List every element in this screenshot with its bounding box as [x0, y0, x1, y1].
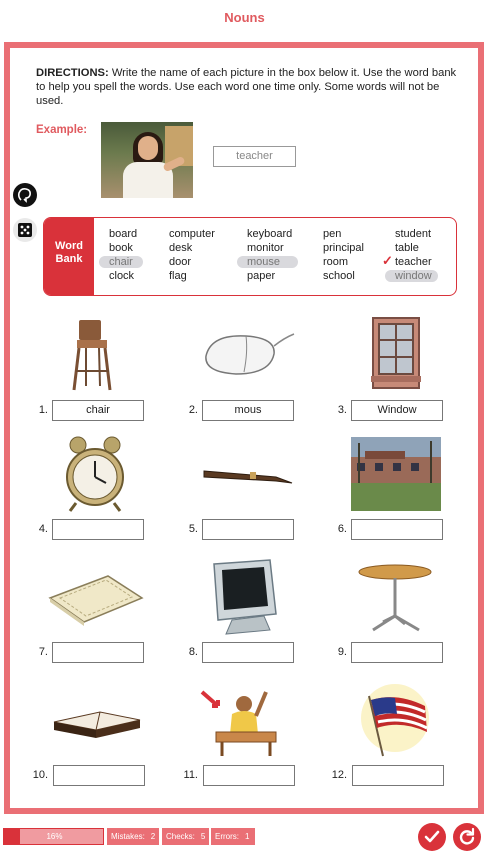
- word-bank-column: [323, 227, 364, 283]
- student-icon: [196, 682, 296, 760]
- item-number: 2.: [188, 404, 198, 416]
- answer-input-2[interactable]: mous: [202, 400, 294, 421]
- item-number: 3.: [337, 404, 347, 416]
- word-bank-column: [109, 227, 137, 283]
- example-answer-box: teacher: [213, 146, 296, 167]
- speech-icon[interactable]: [13, 183, 37, 207]
- page-title: Nouns: [224, 10, 265, 25]
- directions-lead: DIRECTIONS:: [36, 67, 109, 79]
- word-bank-word: student: [395, 228, 432, 240]
- answer-input-5[interactable]: [202, 519, 294, 540]
- window-icon: [345, 316, 445, 394]
- reset-icon: [453, 823, 481, 851]
- checks-label: Checks:: [166, 832, 195, 841]
- word-bank-column: [169, 227, 215, 283]
- reset-button[interactable]: [453, 823, 481, 851]
- word-bank-word: desk: [169, 242, 193, 254]
- errors-counter: [211, 828, 255, 845]
- word-bank-label-line1: Word: [55, 240, 83, 252]
- answer-input-3[interactable]: Window: [351, 400, 443, 421]
- answer-input-11[interactable]: [203, 765, 295, 786]
- word-bank-column: [247, 227, 292, 283]
- word-bank-word: principal: [323, 242, 364, 254]
- word-bank-word-text: teacher: [395, 256, 432, 268]
- word-bank-word: keyboard: [247, 228, 293, 240]
- word-bank-word-used: window: [395, 270, 432, 282]
- table-icon: [345, 558, 445, 636]
- item-number: 12.: [331, 769, 347, 781]
- pen-icon: [196, 435, 296, 513]
- word-bank-word: flag: [169, 270, 187, 282]
- example-label: Example:: [36, 124, 88, 136]
- answer-input-9[interactable]: [351, 642, 443, 663]
- word-bank-word: door: [169, 256, 192, 268]
- chair-icon: [46, 316, 146, 394]
- word-bank-label: [44, 218, 94, 295]
- mistakes-label: Mistakes:: [111, 832, 145, 841]
- item-number: 1.: [38, 404, 48, 416]
- word-bank-word: monitor: [247, 242, 284, 254]
- answer-input-12[interactable]: [352, 765, 444, 786]
- word-bank-word-used: mouse: [247, 255, 292, 269]
- worksheet: [4, 42, 484, 814]
- item-number: 11.: [183, 769, 198, 781]
- directions-text: [36, 66, 466, 108]
- answer-input-7[interactable]: [52, 642, 144, 663]
- word-bank-word-used: chair: [109, 255, 137, 269]
- word-bank-word: book: [109, 242, 133, 254]
- word-bank-word: paper: [247, 270, 276, 282]
- answer-input-4[interactable]: [52, 519, 144, 540]
- item-number: 6.: [337, 523, 347, 535]
- word-bank-column: [382, 227, 432, 283]
- errors-label: Errors:: [215, 832, 239, 841]
- teacher-photo: [101, 122, 193, 198]
- checks-counter: [162, 828, 209, 845]
- check-icon: [418, 823, 446, 851]
- answer-input-8[interactable]: [202, 642, 294, 663]
- answer-input-1[interactable]: chair: [52, 400, 144, 421]
- mistakes-value: 2: [150, 832, 156, 841]
- answer-input-6[interactable]: [351, 519, 443, 540]
- flag-icon: [345, 682, 445, 760]
- monitor-icon: [196, 558, 296, 636]
- school-icon: [345, 435, 445, 513]
- word-bank-word: room: [323, 256, 349, 268]
- progress-bar: [3, 828, 104, 845]
- progress-text: 16%: [46, 832, 63, 841]
- item-number: 10.: [32, 769, 48, 781]
- word-bank-word-checked: [382, 253, 432, 269]
- word-bank-word: board: [109, 228, 138, 240]
- check-mark-icon: ✓: [382, 253, 393, 268]
- book-icon: [46, 682, 146, 760]
- word-bank-word: school: [323, 270, 355, 282]
- clock-icon: [46, 435, 146, 513]
- word-bank: [43, 217, 457, 296]
- keyboard-icon: [46, 558, 146, 636]
- mouse-icon: [196, 316, 296, 394]
- item-number: 5.: [188, 523, 198, 535]
- word-bank-word: clock: [109, 270, 135, 282]
- word-bank-word: computer: [169, 228, 215, 240]
- answer-input-10[interactable]: [53, 765, 145, 786]
- directions-body: Write the name of each picture in the box below it. Use the word bank to help you spell the words. Use each word one time only. Some words will not be used.: [36, 67, 457, 107]
- item-number: 9.: [337, 646, 347, 658]
- word-bank-word: pen: [323, 228, 342, 240]
- dice-icon[interactable]: [13, 218, 37, 242]
- word-bank-word: table: [395, 242, 419, 254]
- mistakes-counter: [107, 828, 159, 845]
- item-number: 8.: [188, 646, 198, 658]
- checks-value: 5: [200, 832, 206, 841]
- check-button[interactable]: [418, 823, 446, 851]
- item-number: 7.: [38, 646, 48, 658]
- word-bank-label-line2: Bank: [55, 253, 83, 265]
- item-number: 4.: [38, 523, 48, 535]
- errors-value: 1: [245, 832, 250, 841]
